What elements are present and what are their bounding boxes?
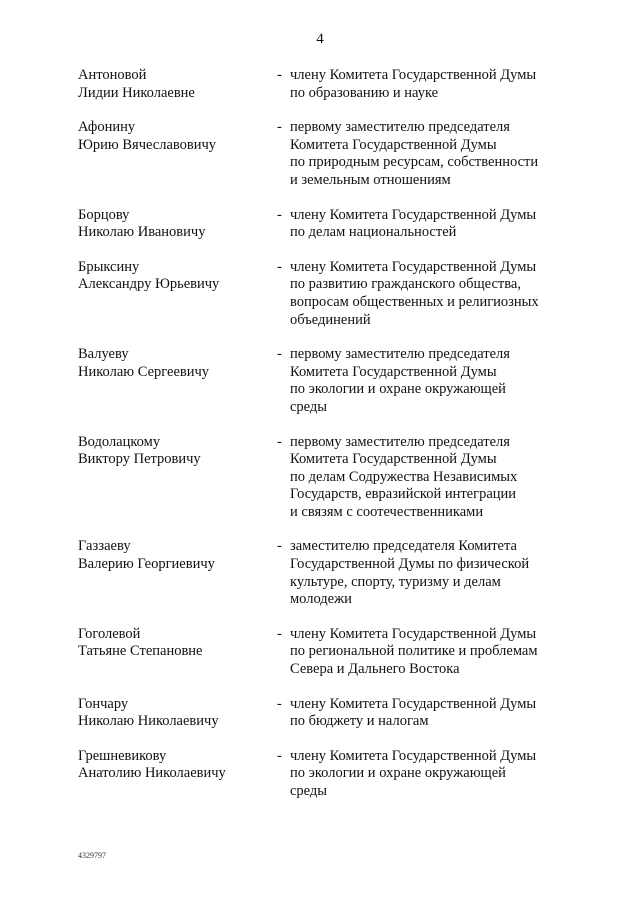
person-name bbox=[78, 626, 277, 661]
given-names: Николаю Сергеевичу bbox=[78, 363, 210, 380]
position-line: члену Комитета Государственной Думы bbox=[290, 625, 537, 642]
dash-separator: - bbox=[277, 695, 282, 712]
given-names: Лидии Николаевне bbox=[78, 84, 195, 101]
dash-separator: - bbox=[277, 433, 282, 450]
position-line: Севера и Дальнего Востока bbox=[290, 661, 460, 678]
dash-separator: - bbox=[277, 747, 282, 764]
position-line: члену Комитета Государственной Думы bbox=[290, 67, 537, 83]
surname: Борцову bbox=[78, 206, 130, 223]
position-line: по региональной политике и проблемам bbox=[290, 643, 538, 660]
dash-separator: - bbox=[277, 119, 282, 136]
position-line: первому заместителю председателя bbox=[290, 119, 510, 136]
person-name bbox=[78, 259, 277, 294]
position-title bbox=[290, 207, 578, 242]
dash-separator: - bbox=[277, 67, 282, 83]
position-line: по делам национальностей bbox=[290, 224, 457, 241]
given-names: Александру Юрьевичу bbox=[78, 276, 220, 293]
position-line: первому заместителю председателя bbox=[290, 346, 510, 363]
surname: Афонину bbox=[78, 119, 136, 136]
surname: Газзаеву bbox=[78, 538, 131, 555]
dash-separator: - bbox=[277, 625, 282, 642]
person-name bbox=[78, 748, 277, 783]
person-name bbox=[78, 207, 277, 242]
position-line: по природным ресурсам, собственности bbox=[290, 154, 539, 171]
position-title bbox=[290, 259, 578, 329]
list-item bbox=[78, 626, 578, 679]
given-names: Николаю Николаевичу bbox=[78, 713, 219, 730]
awardee-list bbox=[78, 67, 578, 818]
position-line: Комитета Государственной Думы bbox=[290, 451, 497, 468]
document-id: 4329797 bbox=[78, 851, 106, 860]
dash-separator: - bbox=[277, 206, 282, 223]
list-item bbox=[78, 67, 578, 102]
list-item bbox=[78, 696, 578, 731]
position-line: по делам Содружества Независимых bbox=[290, 468, 518, 485]
position-title bbox=[290, 346, 578, 416]
given-names: Юрию Вячеславовичу bbox=[78, 136, 217, 153]
list-item bbox=[78, 538, 578, 608]
list-item bbox=[78, 748, 578, 801]
position-title bbox=[290, 67, 578, 102]
position-line: объединений bbox=[290, 311, 371, 328]
position-line: по бюджету и налогам bbox=[290, 713, 429, 730]
position-line: Государственной Думы по физической bbox=[290, 556, 530, 573]
position-line: вопросам общественных и религиозных bbox=[290, 293, 539, 310]
person-name bbox=[78, 434, 277, 469]
position-line: Государств, евразийской интеграции bbox=[290, 486, 517, 503]
person-name bbox=[78, 696, 277, 731]
position-line: члену Комитета Государственной Думы bbox=[290, 206, 537, 223]
position-line: по образованию и науке bbox=[290, 84, 439, 101]
position-title bbox=[290, 538, 578, 608]
list-item bbox=[78, 346, 578, 416]
position-line: молодежи bbox=[290, 591, 352, 608]
position-line: члену Комитета Государственной Думы bbox=[290, 258, 537, 275]
given-names: Виктору Петровичу bbox=[78, 451, 201, 468]
dash-separator: - bbox=[277, 538, 282, 555]
list-item bbox=[78, 119, 578, 189]
position-line: Комитета Государственной Думы bbox=[290, 363, 497, 380]
position-title bbox=[290, 626, 578, 679]
position-line: культуре, спорту, туризму и делам bbox=[290, 573, 501, 590]
position-line: и связям с соотечественниками bbox=[290, 503, 484, 520]
position-line: члену Комитета Государственной Думы bbox=[290, 747, 537, 764]
given-names: Татьяне Степановне bbox=[78, 643, 203, 660]
list-item bbox=[78, 207, 578, 242]
person-name bbox=[78, 538, 277, 573]
position-title bbox=[290, 434, 578, 522]
position-line: Комитета Государственной Думы bbox=[290, 136, 497, 153]
given-names: Анатолию Николаевичу bbox=[78, 765, 226, 782]
given-names: Николаю Ивановичу bbox=[78, 224, 206, 241]
position-title bbox=[290, 119, 578, 189]
surname: Гоголевой bbox=[78, 625, 141, 642]
surname: Гончару bbox=[78, 695, 129, 712]
list-item bbox=[78, 259, 578, 329]
position-line: по развитию гражданского общества, bbox=[290, 276, 521, 293]
position-line: члену Комитета Государственной Думы bbox=[290, 695, 537, 712]
surname: Водолацкому bbox=[78, 433, 161, 450]
surname: Валуеву bbox=[78, 346, 129, 363]
surname: Антоновой bbox=[78, 67, 147, 83]
position-line: по экологии и охране окружающей bbox=[290, 381, 506, 398]
surname: Брыксину bbox=[78, 258, 140, 275]
surname: Грешневикову bbox=[78, 747, 167, 764]
position-line: среды bbox=[290, 398, 328, 415]
person-name bbox=[78, 67, 277, 102]
position-title bbox=[290, 696, 578, 731]
dash-separator: - bbox=[277, 258, 282, 275]
position-line: по экологии и охране окружающей bbox=[290, 765, 506, 782]
position-line: среды bbox=[290, 783, 328, 799]
list-item bbox=[78, 434, 578, 522]
dash-separator: - bbox=[277, 346, 282, 363]
given-names: Валерию Георгиевичу bbox=[78, 556, 215, 573]
page-number: 4 bbox=[316, 31, 324, 47]
person-name bbox=[78, 346, 277, 381]
position-line: заместителю председателя Комитета bbox=[290, 538, 517, 555]
position-title bbox=[290, 748, 578, 801]
person-name bbox=[78, 119, 277, 154]
position-line: и земельным отношениям bbox=[290, 171, 451, 188]
position-line: первому заместителю председателя bbox=[290, 433, 510, 450]
